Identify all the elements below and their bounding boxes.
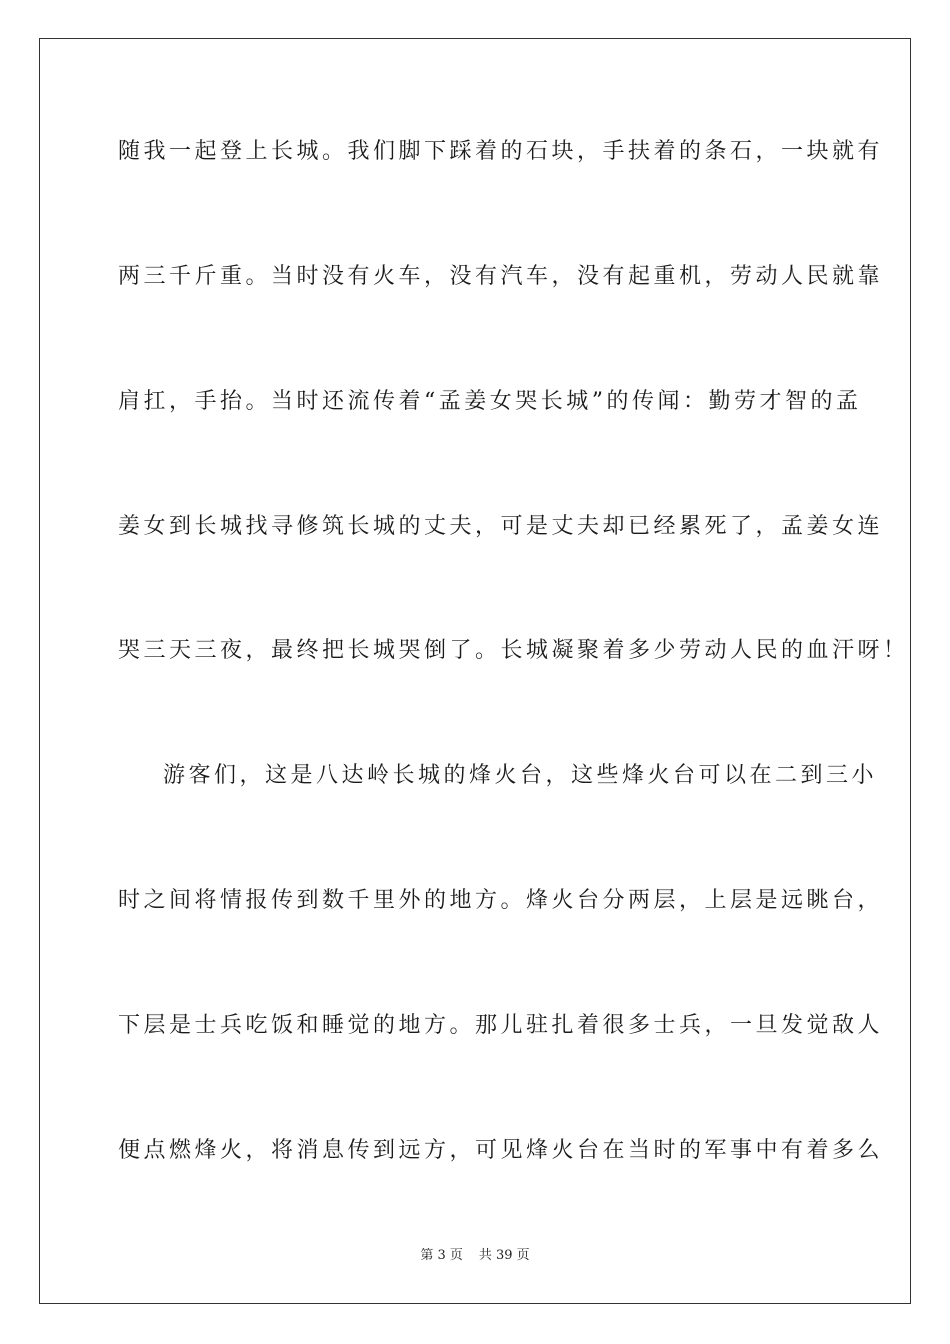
body-text-line: 姜女到长城找寻修筑长城的丈夫，可是丈夫却已经累死了，孟姜女连 <box>118 514 884 539</box>
body-text-line: 便点燃烽火，将消息传到远方，可见烽火台在当时的军事中有着多么 <box>118 1138 884 1163</box>
body-text-line: 哭三天三夜，最终把长城哭倒了。长城凝聚着多少劳动人民的血汗呀！ <box>118 638 909 663</box>
body-text-line: 两三千斤重。当时没有火车，没有汽车，没有起重机，劳动人民就靠 <box>118 264 884 289</box>
total-pages: 共 39 页 <box>478 1248 530 1263</box>
body-text-line: 时之间将情报传到数千里外的地方。烽火台分两层，上层是远眺台， <box>118 888 884 913</box>
body-text-line: 肩扛，手抬。当时还流传着“孟姜女哭长城”的传闻：勤劳才智的孟 <box>118 389 862 414</box>
body-text-line: 下层是士兵吃饭和睡觉的地方。那儿驻扎着很多士兵，一旦发觉敌人 <box>118 1013 884 1038</box>
paragraph-start-line: 游客们，这是八达岭长城的烽火台，这些烽火台可以在二到三小 <box>163 763 878 788</box>
page-border <box>39 38 911 1304</box>
page-footer <box>0 1247 950 1265</box>
page-number: 第 3 页 <box>420 1248 463 1263</box>
body-text-line: 随我一起登上长城。我们脚下踩着的石块，手扶着的条石，一块就有 <box>118 139 884 164</box>
